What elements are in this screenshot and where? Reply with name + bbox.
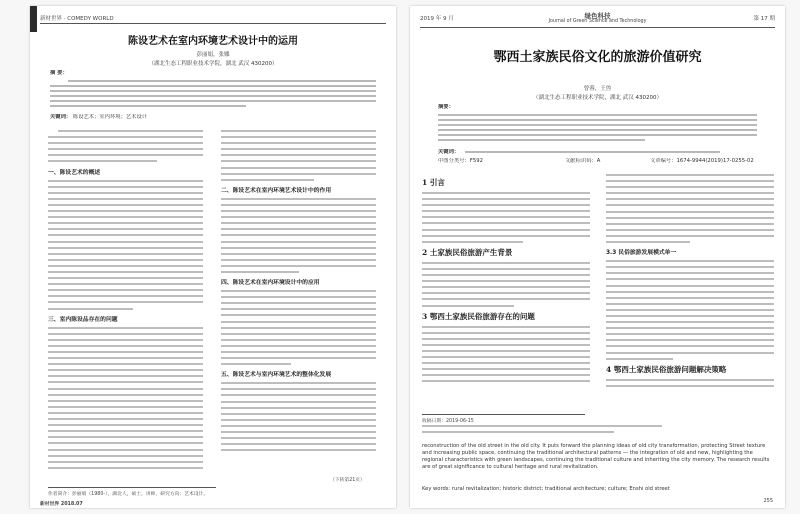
left-running-header: 新材世界 · COMEDY WORLD: [40, 16, 114, 22]
left-page-edge-stripe: [30, 6, 37, 508]
right-doc-code: 文献标识码：A: [565, 158, 601, 164]
right-authors: 曾蓉，王兽: [583, 86, 612, 92]
right-running-header-center: 绿色科技: [584, 12, 611, 20]
left-section-heading-5: 五、陈设艺术与室内环境艺术的整体化发展: [221, 372, 332, 379]
right-footnote: 收稿日期：2019-06-15: [422, 419, 474, 424]
left-affiliation: （湖北生态工程职业技术学院，湖北 武汉 430200）: [148, 61, 278, 67]
left-section-heading-1: 一、陈设艺术的概述: [48, 169, 101, 176]
right-page-number: 255: [763, 498, 773, 504]
right-header-rule: [420, 27, 775, 28]
left-author-note: 作者简介：彭丽娟（1980-），湖北人，硕士，讲师，研究方向：艺术设计。: [48, 492, 209, 497]
right-running-header-right: 第 17 期: [753, 16, 775, 22]
left-section-heading-4: 四、陈设艺术在室内环境设计中的应用: [221, 280, 320, 287]
right-column-1: [422, 174, 590, 410]
left-abstract-label: 摘 要：: [50, 70, 68, 76]
right-abstract-lines: [438, 114, 757, 141]
left-column-1: [48, 130, 203, 490]
right-journal-page: [410, 6, 785, 508]
right-running-header-left: 2019 年 9 月: [420, 16, 454, 22]
left-column-2: [221, 130, 376, 478]
left-journal-page: [30, 6, 396, 508]
left-section-heading-2: 二、陈设艺术在室内环境艺术设计中的作用: [221, 187, 332, 194]
right-keywords-label: 关键词：: [438, 149, 460, 155]
left-keywords: [50, 114, 376, 123]
right-section-heading-3: 3 鄂西土家族民俗旅游存在的问题: [422, 311, 535, 321]
left-article-title: 陈设艺术在室内环境艺术设计中的运用: [128, 36, 298, 47]
right-section-heading-2: 2 土家族民俗旅游产生背景: [422, 247, 513, 257]
right-article-number: 文章编号：1674-9944(2019)17-0255-02: [650, 158, 754, 164]
left-footer: 新材世界 2018.07: [40, 502, 83, 507]
left-continued-note: （下转第21页）: [330, 478, 365, 483]
left-section-heading-3: 三、室内陈设品存在的问题: [48, 316, 118, 323]
right-col2-subheading: 3.3 民俗旅游发展模式单一: [606, 250, 677, 257]
right-running-header-center-en: Journal of Green Science and Technology: [548, 19, 647, 24]
left-abstract-lines: [50, 80, 376, 107]
left-authors: 彭丽娟，张娜: [196, 52, 230, 58]
right-article-title: 鄂西土家族民俗文化的旅游价值研究: [493, 50, 702, 65]
right-section-heading-1: 1 引言: [422, 178, 445, 187]
left-abstract: [50, 70, 376, 114]
left-keywords-text: 陈设艺术；室内环境；艺术设计: [72, 114, 148, 120]
right-classification: 中图分类号：F592: [438, 158, 483, 164]
left-keywords-label: 关键词：: [50, 114, 72, 120]
right-section-heading-4: 4 鄂西土家族民俗旅游问题解决策略: [606, 364, 727, 374]
right-footnote-rule: [422, 414, 585, 415]
right-keywords: [438, 149, 757, 157]
right-column-2: [606, 174, 774, 410]
right-affiliation: （湖北生态工程职业技术学院，湖北 武汉 430200）: [533, 95, 662, 101]
right-english-abstract: reconstruction of the old street in the old city. It puts forward the planning ideas of old city transformation, protecting Street texture and increasing public space, continuing the traditional architectural patterns — the integration of old and new, highlighting the regional characteristics with green landscapes, continuing the traditional culture and inheriting the city memory. The research results are of great significance to cultural heritage and rural revitalization.: [422, 443, 770, 470]
left-header-rule: [40, 23, 386, 24]
right-footnote-lines: [422, 425, 662, 441]
left-footnote-rule: [48, 487, 216, 488]
right-abstract: [438, 104, 757, 148]
right-abstract-label: 摘要：: [438, 104, 454, 110]
right-english-keywords: Key words: rural revitalization; historic district; traditional architecture; culture; Enshi old street: [422, 486, 670, 492]
